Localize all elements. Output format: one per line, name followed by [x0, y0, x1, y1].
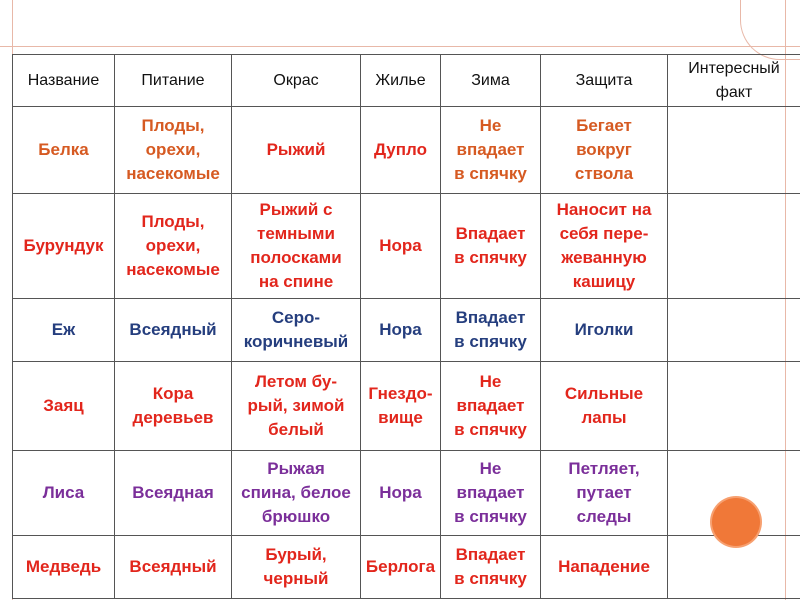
table-row — [13, 107, 800, 194]
cell-food: Всеядная — [115, 451, 232, 536]
cell-name: Заяц — [13, 362, 115, 451]
cell-name: Лиса — [13, 451, 115, 536]
cell-fact — [668, 194, 800, 299]
table-row — [13, 194, 800, 299]
table-row — [13, 299, 800, 362]
cell-defense: Наносит на себя пере- жеванную кашицу — [541, 194, 668, 299]
cell-color: Серо- коричневый — [232, 299, 361, 362]
cell-winter: Не впадает в спячку — [441, 107, 541, 194]
cell-color: Летом бу- рый, зимой белый — [232, 362, 361, 451]
cell-fact — [668, 107, 800, 194]
table-row — [13, 362, 800, 451]
header-food: Питание — [115, 55, 232, 107]
cell-winter: Не впадает в спячку — [441, 362, 541, 451]
cell-fact — [668, 299, 800, 362]
header-row — [13, 55, 800, 107]
cell-color: Рыжий с темными полосками на спине — [232, 194, 361, 299]
cell-winter: Впадает в спячку — [441, 536, 541, 599]
cell-fact — [668, 362, 800, 451]
table-row — [13, 451, 800, 536]
header-defense: Защита — [541, 55, 668, 107]
cell-home: Нора — [361, 451, 441, 536]
cell-winter: Впадает в спячку — [441, 299, 541, 362]
table-row — [13, 536, 800, 599]
cell-color: Рыжий — [232, 107, 361, 194]
cell-home: Нора — [361, 299, 441, 362]
cell-food: Кора деревьев — [115, 362, 232, 451]
animals-table — [12, 54, 800, 599]
header-name: Название — [13, 55, 115, 107]
cell-defense: Бегает вокруг ствола — [541, 107, 668, 194]
cell-winter: Не впадает в спячку — [441, 451, 541, 536]
decorative-orange-circle — [712, 498, 760, 546]
header-winter: Зима — [441, 55, 541, 107]
decorative-corner — [740, 0, 800, 60]
cell-home: Дупло — [361, 107, 441, 194]
cell-home: Берлога — [361, 536, 441, 599]
cell-food: Всеядный — [115, 299, 232, 362]
cell-name: Еж — [13, 299, 115, 362]
cell-name: Медведь — [13, 536, 115, 599]
cell-color: Бурый, черный — [232, 536, 361, 599]
header-home: Жилье — [361, 55, 441, 107]
cell-defense: Иголки — [541, 299, 668, 362]
cell-defense: Петляет, путает следы — [541, 451, 668, 536]
cell-food: Всеядный — [115, 536, 232, 599]
cell-defense: Нападение — [541, 536, 668, 599]
header-color: Окрас — [232, 55, 361, 107]
cell-food: Плоды, орехи, насекомые — [115, 194, 232, 299]
cell-home: Нора — [361, 194, 441, 299]
decorative-border-top — [0, 46, 800, 47]
cell-name: Белка — [13, 107, 115, 194]
cell-name: Бурундук — [13, 194, 115, 299]
cell-home: Гнездо- вище — [361, 362, 441, 451]
cell-food: Плоды, орехи, насекомые — [115, 107, 232, 194]
cell-color: Рыжая спина, белое брюшко — [232, 451, 361, 536]
cell-defense: Сильные лапы — [541, 362, 668, 451]
header-fact: Интересный факт — [668, 55, 800, 107]
cell-winter: Впадает в спячку — [441, 194, 541, 299]
